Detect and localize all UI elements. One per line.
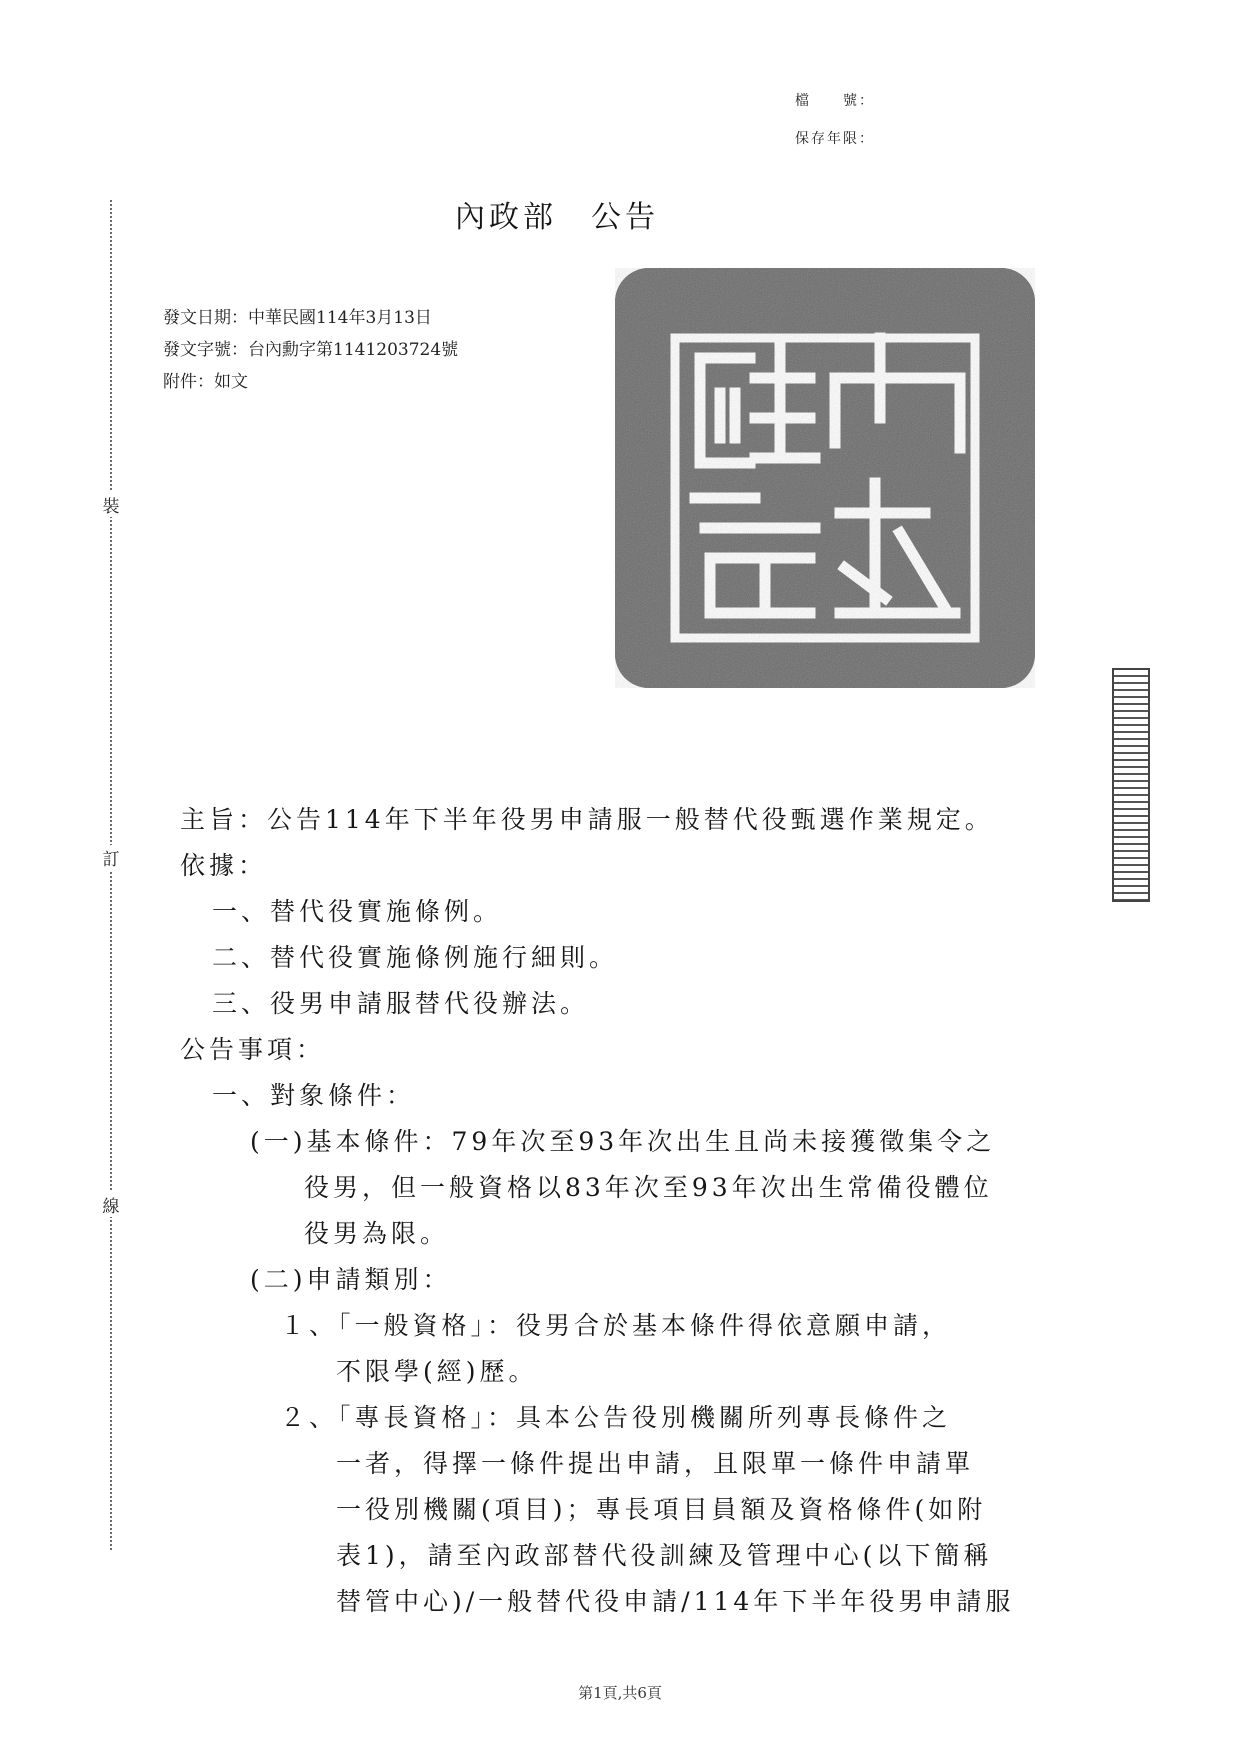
clause-line: １、「一般資格」：役男合於基本條件得依意願申請， <box>280 1311 952 1340</box>
basis-heading: 依據： <box>180 851 268 880</box>
clause-line: ２、「專長資格」：具本公告役別機關所列專長條件之 <box>280 1403 952 1432</box>
page-number: 第1頁,共6頁 <box>578 1684 662 1702</box>
binding-line <box>110 200 112 1550</box>
basis-item: 一、替代役實施條例。 <box>212 897 503 926</box>
clause-line: 一者，得擇一條件提出申請，且限單一條件申請單 <box>336 1449 975 1478</box>
binding-mark-xian: 線 <box>96 1192 126 1217</box>
subject-line: 主旨：公告114年下半年役男申請服一般替代役甄選作業規定。 <box>180 805 994 834</box>
clause-line: 役男，但一般資格以83年次至93年次出生常備役體位 <box>304 1173 993 1202</box>
binding-mark-zhuang: 裝 <box>96 492 126 517</box>
document-number: 發文字號：台內勳字第1141203724號 <box>163 340 459 360</box>
file-number-label: 檔 號： <box>795 93 875 109</box>
retention-label: 保存年限： <box>795 131 875 147</box>
clause-line: 不限學(經)歷。 <box>336 1357 538 1386</box>
clause-line: (一)基本條件：79年次至93年次出生且尚未接獲徵集令之 <box>250 1127 996 1156</box>
document-title: 內政部 公告 <box>455 200 659 235</box>
clause-line: 表1)，請至內政部替代役訓練及管理中心(以下簡稱 <box>336 1541 993 1570</box>
basis-item: 三、役男申請服替代役辦法。 <box>212 989 590 1018</box>
official-seal <box>615 268 1035 688</box>
notice-heading: 公告事項： <box>180 1035 326 1064</box>
basis-item: 二、替代役實施條例施行細則。 <box>212 943 619 972</box>
clause-line: 替管中心)/一般替代役申請/114年下半年役男申請服 <box>336 1587 1015 1616</box>
attachment-note: 附件：如文 <box>163 372 248 392</box>
seal-glyphs-icon <box>615 268 1035 688</box>
subsection-heading: (二)申請類別： <box>250 1265 452 1294</box>
binding-mark-ding: 訂 <box>96 845 126 870</box>
clause-line: 役男為限。 <box>304 1219 450 1248</box>
side-barcode-stamp <box>1112 668 1150 902</box>
section-heading: 一、對象條件： <box>212 1081 416 1110</box>
clause-line: 一役別機關(項目)；專長項目員額及資格條件(如附 <box>336 1495 987 1524</box>
issue-date: 發文日期：中華民國114年3月13日 <box>163 308 432 328</box>
